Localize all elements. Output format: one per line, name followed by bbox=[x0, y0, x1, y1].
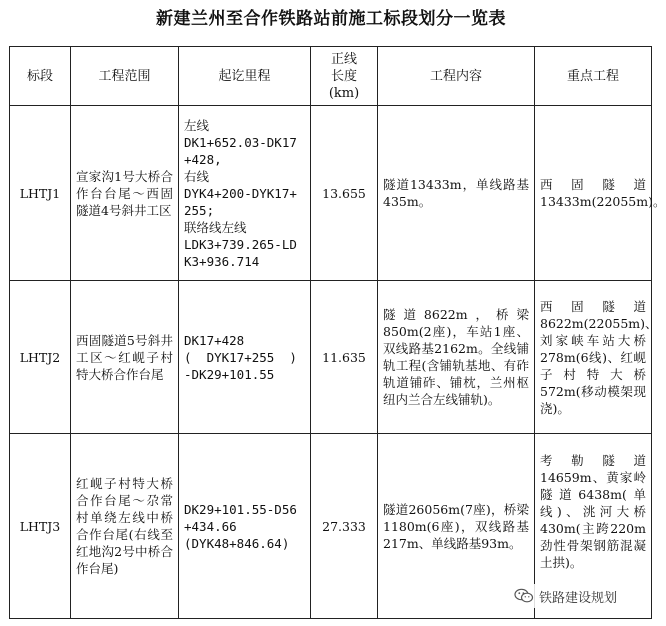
header-mileage: 起讫里程 bbox=[179, 47, 311, 106]
cell-key: 西固隧道8622m(22055m)、刘家峡车站大桥278m(6线)、红岘子村特大桥572m(移动模架现浇)。 bbox=[535, 281, 652, 434]
header-key: 重点工程 bbox=[535, 47, 652, 106]
cell-section: LHTJ3 bbox=[10, 434, 71, 619]
cell-mileage bbox=[179, 434, 311, 619]
mileage-line: -DK29+101.55 bbox=[184, 366, 275, 382]
mileage-line: K3+936.714 bbox=[184, 253, 260, 269]
mileage-line: +428, bbox=[184, 151, 222, 167]
mileage-line: 左线 bbox=[184, 117, 210, 133]
cell-section: LHTJ2 bbox=[10, 281, 71, 434]
cell-key: 西固隧道13433m(22055m)。 bbox=[535, 106, 652, 281]
header-scope: 工程范围 bbox=[71, 47, 179, 106]
cell-content: 隧道8622m，桥梁850m(2座)，车站1座、双线路基2162m。全线铺轨工程(含铺轨基地、有砟轨道铺砟、铺枕，兰州枢纽内兰合左线铺轨)。 bbox=[378, 281, 535, 434]
cell-length: 11.635 bbox=[311, 281, 378, 434]
cell-content: 隧道13433m，单线路基435m。 bbox=[378, 106, 535, 281]
mileage-line: DK29+101.55-D56 bbox=[184, 501, 297, 517]
cell-section: LHTJ1 bbox=[10, 106, 71, 281]
mileage-line: 右线 bbox=[184, 168, 210, 184]
cell-content: 隧道26056m(7座)，桥梁1180m(6座)，双线路基217m、单线路基93m。 bbox=[378, 434, 535, 619]
cell-length: 13.655 bbox=[311, 106, 378, 281]
header-length-line-3: (km) bbox=[328, 85, 360, 101]
mileage-line: 联络线左线 bbox=[184, 219, 247, 235]
cell-length: 27.333 bbox=[311, 434, 378, 619]
wechat-icon bbox=[514, 588, 534, 604]
mileage-line: +434.66 bbox=[184, 518, 237, 534]
table-row bbox=[10, 281, 652, 434]
mileage-line: DYK4+200-DYK17+ bbox=[184, 185, 297, 201]
header-content: 工程内容 bbox=[378, 47, 535, 106]
mileage-line: DK1+652.03-DK17 bbox=[184, 134, 297, 150]
mileage-line: LDK3+739.265-LD bbox=[184, 236, 297, 252]
mileage-line: DK17+428 bbox=[184, 332, 245, 348]
cell-mileage bbox=[179, 281, 311, 434]
cell-scope: 红岘子村特大桥合作台尾～尕常村单绕左线中桥合作台尾(右线至红地沟2号中桥合作台尾) bbox=[71, 434, 179, 619]
mileage-line: (DYK48+846.64) bbox=[184, 535, 290, 551]
section-table bbox=[9, 46, 666, 619]
cell-scope: 宣家沟1号大桥合作台台尾～西固隧道4号斜井工区 bbox=[71, 106, 179, 281]
cell-key: 考勒隧道14659m、黄家岭隧道6438m(单线)、洮河大桥430m(主跨220m劲性骨架钢筋混凝土拱)。 bbox=[535, 434, 652, 619]
page-title: 新建兰州至合作铁路站前施工标段划分一览表 bbox=[156, 9, 506, 29]
header-length-line-1: 正线 bbox=[330, 51, 357, 67]
cell-mileage bbox=[179, 106, 311, 281]
header-length-line-2: 长度 bbox=[330, 68, 357, 84]
watermark-text: 铁路建设规划 bbox=[539, 590, 618, 606]
header-section: 标段 bbox=[10, 47, 71, 106]
table-header-row bbox=[10, 47, 652, 106]
header-length bbox=[311, 47, 378, 106]
cell-scope: 西固隧道5号斜井工区～红岘子村特大桥合作台尾 bbox=[71, 281, 179, 434]
mileage-line: ( DYK17+255 ) bbox=[184, 349, 297, 365]
table-row bbox=[10, 106, 652, 281]
mileage-line: 255; bbox=[184, 202, 215, 218]
watermark bbox=[514, 584, 617, 608]
